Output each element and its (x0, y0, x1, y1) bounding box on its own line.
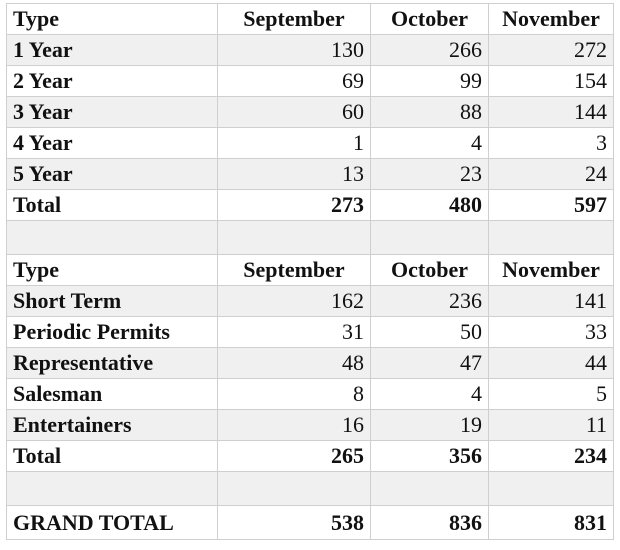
row-type: 2 Year (7, 66, 218, 97)
cell-november: 5 (489, 379, 614, 410)
total-october: 480 (371, 190, 489, 221)
cell-october: 47 (371, 348, 489, 379)
header-november: November (489, 255, 614, 286)
cell-october: 50 (371, 317, 489, 348)
cell-october: 23 (371, 159, 489, 190)
row-type: 4 Year (7, 128, 218, 159)
table-row (7, 128, 614, 159)
cell-november: 11 (489, 410, 614, 441)
table-row (7, 286, 614, 317)
table-row (7, 35, 614, 66)
cell-october: 266 (371, 35, 489, 66)
grand-total-label: GRAND TOTAL (7, 506, 218, 540)
total-november: 234 (489, 441, 614, 472)
spacer-cell (489, 472, 614, 506)
table-row (7, 317, 614, 348)
cell-october: 236 (371, 286, 489, 317)
cell-october: 19 (371, 410, 489, 441)
permits-table (6, 3, 614, 540)
row-type: Periodic Permits (7, 317, 218, 348)
header-october: October (371, 255, 489, 286)
total-september: 273 (218, 190, 371, 221)
cell-november: 3 (489, 128, 614, 159)
row-type: 1 Year (7, 35, 218, 66)
header-november: November (489, 4, 614, 35)
header-october: October (371, 4, 489, 35)
spacer-row (7, 472, 614, 506)
spacer-row (7, 221, 614, 255)
cell-october: 4 (371, 379, 489, 410)
total-september: 265 (218, 441, 371, 472)
spacer-cell (371, 472, 489, 506)
grand-total-row (7, 506, 614, 540)
grand-total-october: 836 (371, 506, 489, 540)
total-label: Total (7, 441, 218, 472)
cell-november: 44 (489, 348, 614, 379)
total-november: 597 (489, 190, 614, 221)
cell-october: 4 (371, 128, 489, 159)
row-type: Short Term (7, 286, 218, 317)
cell-november: 154 (489, 66, 614, 97)
cell-november: 33 (489, 317, 614, 348)
row-type: Entertainers (7, 410, 218, 441)
header-type: Type (7, 4, 218, 35)
cell-september: 60 (218, 97, 371, 128)
table-row (7, 159, 614, 190)
cell-september: 31 (218, 317, 371, 348)
row-type: 3 Year (7, 97, 218, 128)
cell-september: 162 (218, 286, 371, 317)
row-type: Salesman (7, 379, 218, 410)
spacer-cell (7, 472, 218, 506)
spacer-cell (7, 221, 218, 255)
cell-september: 13 (218, 159, 371, 190)
section1-header-row (7, 4, 614, 35)
row-type: Representative (7, 348, 218, 379)
total-october: 356 (371, 441, 489, 472)
cell-september: 16 (218, 410, 371, 441)
spacer-cell (489, 221, 614, 255)
spacer-cell (218, 221, 371, 255)
cell-september: 8 (218, 379, 371, 410)
table-row (7, 97, 614, 128)
grand-total-september: 538 (218, 506, 371, 540)
table-row (7, 410, 614, 441)
section1-total-row (7, 190, 614, 221)
cell-october: 88 (371, 97, 489, 128)
table-row (7, 66, 614, 97)
spacer-cell (218, 472, 371, 506)
permits-table-sheet (6, 3, 613, 540)
cell-september: 48 (218, 348, 371, 379)
table-row (7, 348, 614, 379)
cell-november: 272 (489, 35, 614, 66)
row-type: 5 Year (7, 159, 218, 190)
section2-total-row (7, 441, 614, 472)
header-september: September (218, 4, 371, 35)
spacer-cell (371, 221, 489, 255)
grand-total-november: 831 (489, 506, 614, 540)
header-type: Type (7, 255, 218, 286)
cell-september: 1 (218, 128, 371, 159)
header-september: September (218, 255, 371, 286)
cell-september: 130 (218, 35, 371, 66)
section2-header-row (7, 255, 614, 286)
total-label: Total (7, 190, 218, 221)
table-row (7, 379, 614, 410)
cell-october: 99 (371, 66, 489, 97)
cell-september: 69 (218, 66, 371, 97)
cell-november: 141 (489, 286, 614, 317)
cell-november: 24 (489, 159, 614, 190)
cell-november: 144 (489, 97, 614, 128)
